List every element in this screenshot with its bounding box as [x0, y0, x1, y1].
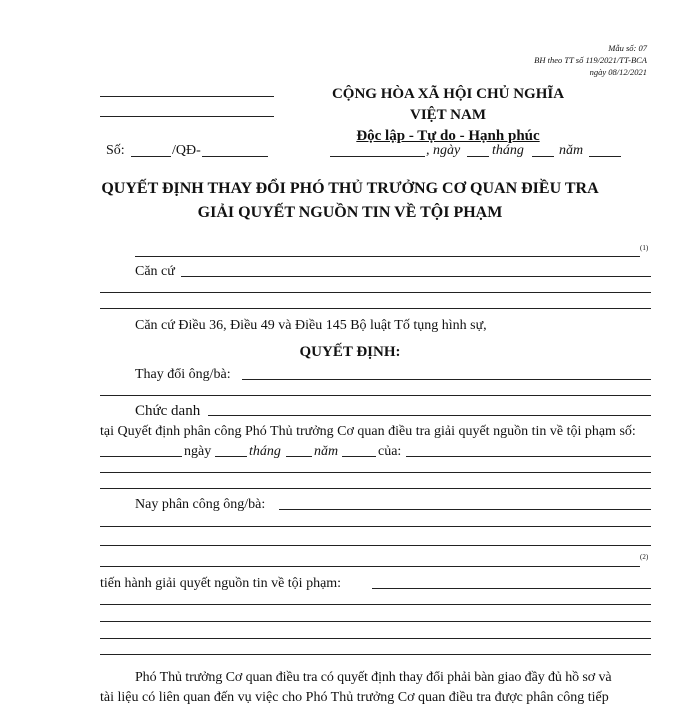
nay-phan-cong-label: Nay phân công ông/bà: — [135, 497, 266, 512]
footnote-mark-1: (1) — [640, 244, 649, 252]
decision-line-2[interactable] — [100, 472, 651, 473]
number-field[interactable] — [131, 156, 171, 157]
form-date: ngày 08/12/2021 — [589, 67, 647, 77]
can-cu-line-2[interactable] — [100, 292, 651, 293]
tien-hanh-label: tiến hành giải quyết nguồn tin về tội phạm: — [100, 576, 342, 591]
handover-text-line-1: Phó Thủ trưởng Cơ quan điều tra có quyết định thay đổi phải bàn giao đầy đủ hồ sơ và — [135, 670, 612, 685]
chuc-danh-field[interactable] — [208, 415, 651, 416]
decision-heading: QUYẾT ĐỊNH: — [299, 344, 401, 360]
document-title — [60, 177, 640, 225]
agency-line-2[interactable] — [100, 116, 274, 117]
date-year-field[interactable] — [589, 156, 621, 157]
date-day-field[interactable] — [467, 156, 489, 157]
legal-basis: Căn cứ Điều 36, Điều 49 và Điều 145 Bộ luật Tố tụng hình sự, — [135, 318, 487, 333]
can-cu-label: Căn cứ — [135, 264, 175, 279]
tien-hanh-field[interactable] — [372, 588, 651, 589]
decision-number-field[interactable] — [100, 456, 182, 457]
can-cu-field[interactable] — [181, 276, 651, 277]
decision-thang-label: tháng — [249, 444, 281, 459]
footnote-mark-2: (2) — [640, 553, 649, 561]
thay-doi-label: Thay đổi ông/bà: — [135, 367, 231, 382]
date-ngay-label: , ngày — [426, 143, 461, 158]
decision-year-field[interactable] — [342, 456, 376, 457]
decision-ngay-label: ngày — [184, 444, 212, 459]
nay-phan-cong-line-2[interactable] — [100, 526, 651, 527]
national-header — [317, 84, 579, 147]
decision-nam-label: năm — [314, 444, 339, 459]
decision-cua-label: của: — [378, 444, 402, 459]
qd-suffix-field[interactable] — [202, 156, 268, 157]
form-number: Mẫu số: 07 — [608, 43, 647, 53]
tien-hanh-line-4[interactable] — [100, 638, 651, 639]
title-line-1: QUYẾT ĐỊNH THAY ĐỔI PHÓ THỦ TRƯỞNG CƠ QUAN ĐIỀU TRA — [101, 180, 599, 197]
date-thang-label: tháng — [492, 143, 524, 158]
title-line-2: GIẢI QUYẾT NGUỒN TIN VỀ TỘI PHẠM — [197, 204, 503, 221]
decision-month-field[interactable] — [286, 456, 312, 457]
place-field[interactable] — [330, 156, 425, 157]
date-nam-label: năm — [559, 143, 584, 158]
form-circular: BH theo TT số 119/2021/TT-BCA — [534, 55, 647, 65]
nay-phan-cong-line-4[interactable] — [100, 566, 640, 567]
so-label: Số: — [106, 143, 125, 158]
form-reference — [477, 42, 647, 78]
handover-text-line-2: tài liệu có liên quan đến vụ việc cho Phó Thủ trưởng Cơ quan điều tra được phân công tiếp — [100, 690, 609, 705]
can-cu-line-3[interactable] — [100, 308, 651, 309]
nay-phan-cong-field[interactable] — [279, 509, 651, 510]
tien-hanh-line-3[interactable] — [100, 621, 651, 622]
date-month-field[interactable] — [532, 156, 554, 157]
decision-issuer-field[interactable] — [406, 456, 651, 457]
decision-line-3[interactable] — [100, 488, 651, 489]
thay-doi-line-2[interactable] — [100, 395, 651, 396]
tien-hanh-line-5[interactable] — [100, 654, 651, 655]
chuc-danh-label: Chức danh — [135, 403, 201, 419]
issuer-line[interactable] — [135, 256, 640, 257]
national-motto: Độc lập - Tự do - Hạnh phúc — [356, 128, 540, 144]
thay-doi-field[interactable] — [242, 379, 651, 380]
nation-name: CỘNG HÒA XÃ HỘI CHỦ NGHĨA VIỆT NAM — [331, 86, 565, 123]
assignment-reference: tại Quyết định phân công Phó Thủ trưởng Cơ quan điều tra giải quyết nguồn tin về tội phạm số: — [100, 424, 636, 439]
agency-line-1[interactable] — [100, 96, 274, 97]
tien-hanh-line-2[interactable] — [100, 604, 651, 605]
nay-phan-cong-line-3[interactable] — [100, 545, 651, 546]
decision-day-field[interactable] — [215, 456, 247, 457]
qd-label: /QĐ- — [172, 143, 201, 158]
